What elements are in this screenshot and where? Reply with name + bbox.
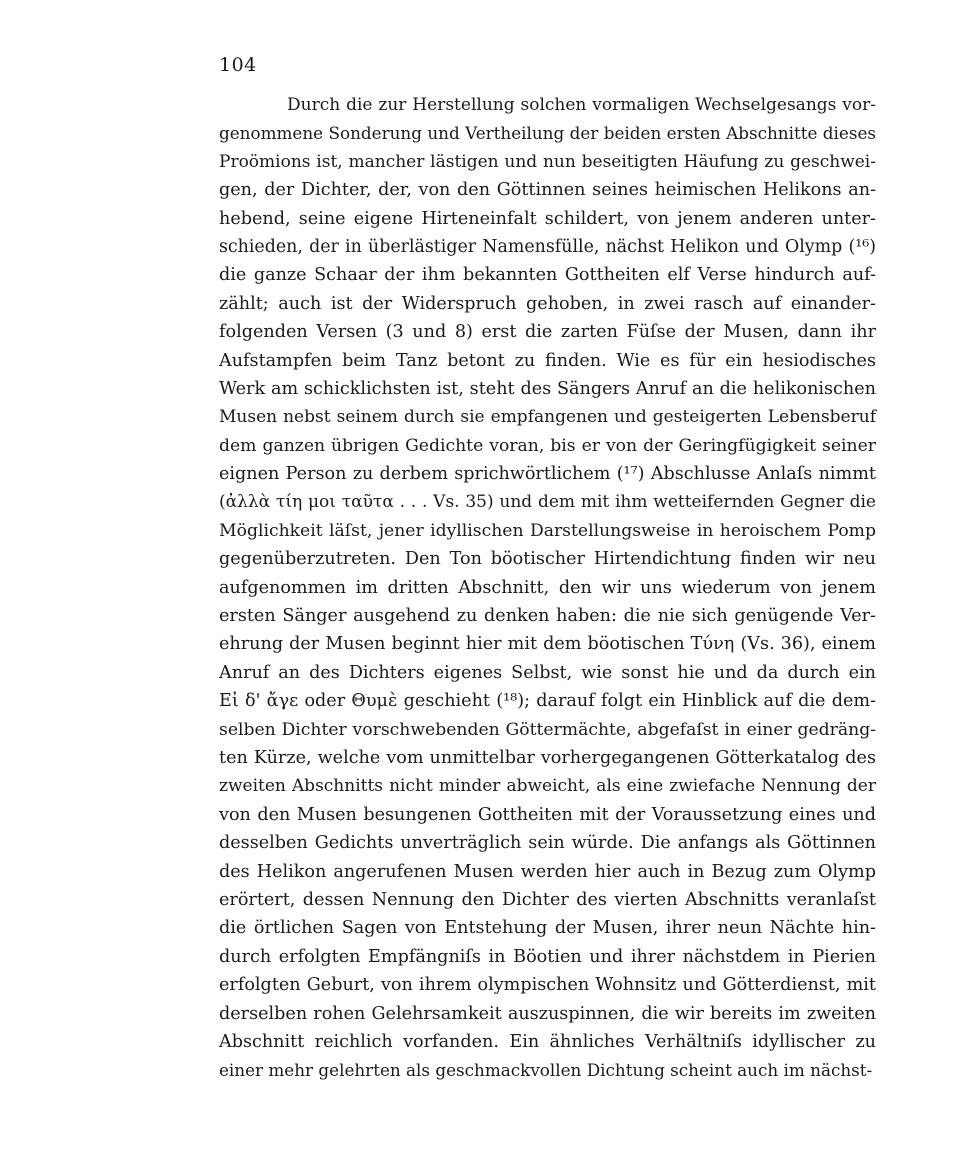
text-line: Durch die zur Herstellung solchen vormaligen Wechselgesangs vor- [287,95,876,115]
text-line: Proömions ist, mancher lästigen und nun beseitigten Häufung zu geschwei- [219,151,876,172]
text-line: Möglichkeit läſst, jener idyllischen Darstellungsweise in heroischem Pomp [219,520,876,541]
text-line: erfolgten Geburt, von ihrem olympischen Wohnsitz und Götterdienst, mit [219,975,876,996]
text-line: Abschnitt reichlich vorfanden. Ein ähnliches Verhältniſs idyllischer zu [219,1031,876,1052]
text-line: Musen nebst seinem durch sie empfangenen und gesteigerten Lebensberuf [219,407,876,428]
text-line: aufgenommen im dritten Abschnitt, den wir uns wiederum von jenem [219,577,876,598]
text-line: gen, der Dichter, der, von den Göttinnen seines heimischen Helikons an- [219,180,876,201]
text-line: ersten Sänger ausgehend zu denken haben: die nie sich genügende Ver- [219,606,876,627]
text-line: zählt; auch ist der Widerspruch gehoben, in zwei rasch auf einander- [219,293,876,314]
text-line: durch erfolgten Empfängniſs in Böotien und ihrer nächstdem in Pierien [219,946,876,967]
text-line: die ganze Schaar der ihm bekannten Gottheiten elf Verse hindurch auf- [219,265,876,286]
text-line: ehrung der Musen beginnt hier mit dem böotischen Τύνη (Vs. 36), einem [219,634,876,655]
text-line: Werk am schicklichsten ist, steht des Sängers Anruf an die helikonischen [219,378,876,399]
text-line: des Helikon angerufenen Musen werden hier auch in Bezug zum Olymp [219,861,876,882]
text-line: schieden, der in überlästiger Namensfülle, nächst Helikon und Olymp (¹⁶) [219,236,876,257]
text-line: (ἀλλὰ τίη μοι ταῦτα . . . Vs. 35) und dem mit ihm wetteifernden Gegner die [219,492,876,513]
text-line: folgenden Versen (3 und 8) erst die zarten Füſse der Musen, dann ihr [219,322,876,343]
body-text [219,91,876,1085]
text-line: ten Kürze, welche vom unmittelbar vorhergegangenen Götterkatalog des [219,747,876,768]
text-line: gegenüberzutreten. Den Ton böotischer Hirtendichtung finden wir neu [219,549,876,570]
text-line: zweiten Abschnitts nicht minder abweicht, als eine zwiefache Nennung der [219,776,876,797]
text-line: eignen Person zu derbem sprichwörtlichem (¹⁷) Abschlusse Anlaſs nimmt [219,464,876,485]
text-line: selben Dichter vorschwebenden Göttermächte, abgefaſst in einer gedräng- [219,719,876,740]
text-line: desselben Gedichts unverträglich sein würde. Die anfangs als Göttinnen [219,833,876,854]
text-line: von den Musen besungenen Gottheiten mit der Voraussetzung eines und [219,804,876,825]
page-number: 104 [219,54,257,76]
text-line: einer mehr gelehrten als geschmackvollen Dichtung scheint auch im nächst- [219,1060,873,1081]
text-line: die örtlichen Sagen von Entstehung der Musen, ihrer neun Nächte hin- [219,918,876,939]
text-line: Aufstampfen beim Tanz betont zu finden. Wie es für ein hesiodisches [219,350,876,371]
text-line: Εἰ δ' ἄγε oder Θυμὲ geschieht (¹⁸); darauf folgt ein Hinblick auf die dem- [219,691,876,712]
text-line: erörtert, dessen Nennung den Dichter des vierten Abschnitts veranlaſst [219,889,876,910]
text-line: hebend, seine eigene Hirteneinfalt schildert, von jenem anderen unter- [219,208,876,229]
text-line: Anruf an des Dichters eigenes Selbst, wie sonst hie und da durch ein [219,662,876,683]
text-line: genommene Sonderung und Vertheilung der beiden ersten Abschnitte dieses [219,123,876,144]
text-line: derselben rohen Gelehrsamkeit auszuspinnen, die wir bereits im zweiten [219,1003,876,1024]
text-line: dem ganzen übrigen Gedichte voran, bis er von der Geringfügigkeit seiner [219,435,876,456]
